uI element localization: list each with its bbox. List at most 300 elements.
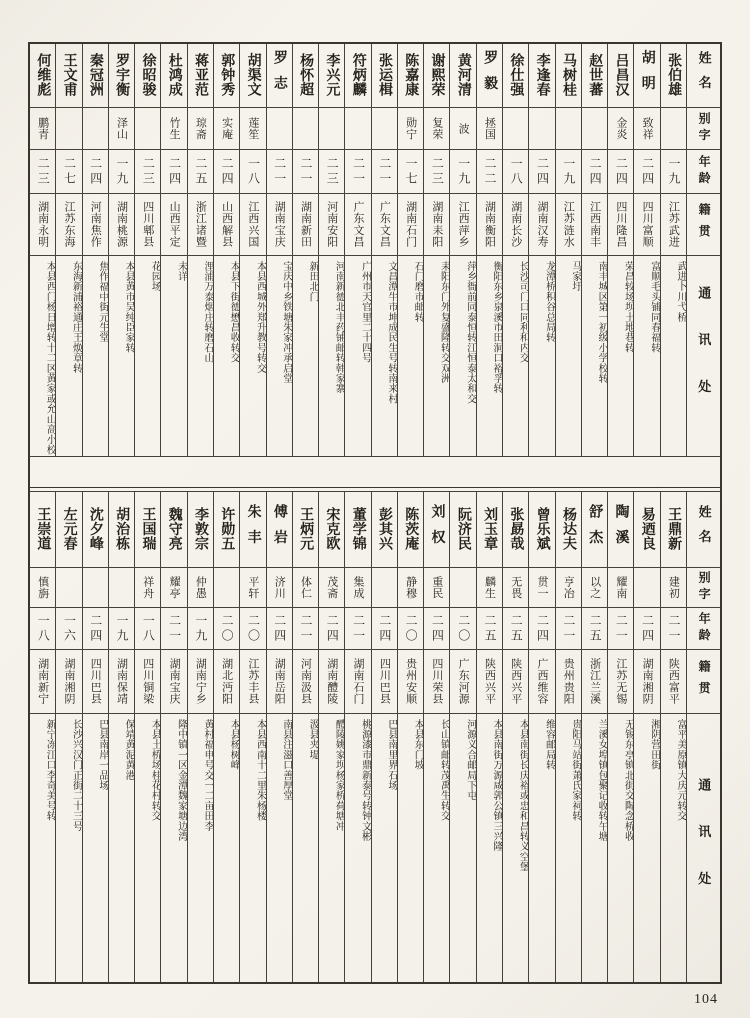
age-value: 一八 [240, 150, 265, 194]
contact-address: 长沙兴汉门正街二十三号 [70, 719, 82, 832]
native-place: 湖南岳阳 [267, 650, 292, 714]
native-place: 广东河源 [450, 650, 475, 714]
courtesy-name: 琼斋 [188, 108, 213, 150]
header-column [686, 44, 720, 456]
person-column [318, 44, 344, 456]
courtesy-name: 以之 [582, 568, 607, 608]
header-age: 年龄 [687, 608, 720, 650]
contact-address: 南县注滋口善厚堂 [280, 719, 292, 801]
native-place: 河南汲县 [293, 650, 318, 714]
native-place: 陕西富平 [661, 650, 686, 714]
header-native-place: 籍贯 [687, 650, 720, 714]
age-value: 二五 [188, 150, 213, 194]
contact-address: 花园场 [149, 261, 161, 292]
person-column [423, 492, 449, 982]
contact-address: 巴县南岸一品场 [96, 719, 108, 791]
courtesy-name: 亨冶 [556, 568, 581, 608]
header-courtesy-name: 别字 [687, 108, 720, 150]
person-column [160, 44, 186, 456]
contact-address: 兰溪女埠镇包聚记收转午塘 [596, 719, 608, 842]
native-place: 湖南衡阳 [477, 194, 502, 256]
native-place: 山西解县 [214, 194, 239, 256]
roster-table-top [30, 44, 720, 456]
person-column [292, 492, 318, 982]
contact-address: 焦作福中街元生堂 [96, 261, 108, 343]
person-column [239, 44, 265, 456]
person-name: 张运楫 [372, 44, 397, 108]
native-place: 湖南新宁 [30, 650, 55, 714]
person-name: 罗宇衡 [109, 44, 134, 108]
person-name: 王炳元 [293, 492, 318, 568]
courtesy-name [556, 108, 581, 150]
native-place: 四川铜梁 [135, 650, 160, 714]
age-value: 二四 [161, 150, 186, 194]
page-number: 104 [694, 992, 718, 1007]
person-name: 易迺良 [634, 492, 659, 568]
person-name: 张勗哉 [503, 492, 528, 568]
courtesy-name [345, 108, 370, 150]
person-name: 王鼎新 [661, 492, 686, 568]
age-value: 二一 [608, 608, 633, 650]
age-value: 一九 [188, 608, 213, 650]
person-column [476, 492, 502, 982]
person-column [476, 44, 502, 456]
courtesy-name [634, 568, 659, 608]
person-name: 宋克欧 [319, 492, 344, 568]
contact-address: 南丰城区第一初级小学校转 [596, 261, 608, 384]
courtesy-name [135, 108, 160, 150]
person-column [423, 44, 449, 456]
age-value: 二一 [556, 608, 581, 650]
native-place: 湖南保靖 [109, 650, 134, 714]
header-age: 年龄 [687, 150, 720, 194]
courtesy-name: 济川 [267, 568, 292, 608]
contact-address: 本县土桥场桂花村转交 [149, 719, 161, 821]
person-column [82, 492, 108, 982]
native-place: 河南安阳 [319, 194, 344, 256]
age-value: 一九 [450, 150, 475, 194]
courtesy-name [450, 568, 475, 608]
courtesy-name [83, 568, 108, 608]
person-name: 刘权 [424, 492, 449, 568]
contact-address: 无锡东亭镇北街交陶念桥收 [622, 719, 634, 842]
person-name: 郭钟秀 [214, 44, 239, 108]
contact-address: 龙潭桥积谷总局转 [543, 261, 555, 343]
person-column [633, 44, 659, 456]
age-value: 二四 [634, 608, 659, 650]
person-name: 傅岩 [267, 492, 292, 568]
person-name: 王国瑞 [135, 492, 160, 568]
age-value: 二五 [477, 608, 502, 650]
courtesy-name: 勋宁 [398, 108, 423, 150]
courtesy-name: 致祥 [634, 108, 659, 150]
native-place: 四川富顺 [634, 194, 659, 256]
person-column [160, 492, 186, 982]
courtesy-name: 贯一 [529, 568, 554, 608]
person-column [607, 44, 633, 456]
person-name: 杨达夫 [556, 492, 581, 568]
age-value: 一六 [56, 608, 81, 650]
contact-address: 萍乡衙前同泰恒转江恒泰太和交 [464, 261, 476, 404]
age-value: 二〇 [450, 608, 475, 650]
contact-address: 武进卜川弋桥 [675, 261, 686, 323]
age-value: 二三 [424, 150, 449, 194]
contact-address: 本县南街万源咸郭公镇三兴隆 [491, 719, 503, 852]
courtesy-name [293, 108, 318, 150]
courtesy-name [319, 108, 344, 150]
person-column [292, 44, 318, 456]
age-value: 二四 [608, 150, 633, 194]
header-column [686, 492, 720, 982]
contact-address: 未详 [175, 261, 187, 282]
courtesy-name: 拯国 [477, 108, 502, 150]
contact-address: 耒阳东门外复盛隆转交双洲 [438, 261, 450, 384]
courtesy-name: 体仁 [293, 568, 318, 608]
courtesy-name [214, 568, 239, 608]
native-place: 广东文昌 [345, 194, 370, 256]
courtesy-name: 波 [450, 108, 475, 150]
courtesy-name: 慎旃 [30, 568, 55, 608]
native-place: 广东文昌 [372, 194, 397, 256]
person-name: 朱丰 [240, 492, 265, 568]
contact-address: 浬浦万泰烟庄转磨石山 [201, 261, 213, 363]
native-place: 四川巴县 [372, 650, 397, 714]
native-place: 湖南桃源 [109, 194, 134, 256]
person-name: 徐昭骏 [135, 44, 160, 108]
contact-address: 衡阳东乡泉溪市田洞口裕孚转 [491, 261, 503, 394]
person-name: 杜鸿成 [161, 44, 186, 108]
native-place: 湖南汉寿 [529, 194, 554, 256]
person-column [660, 44, 686, 456]
person-column [266, 492, 292, 982]
person-name: 陶溪 [608, 492, 633, 568]
contact-address: 本县下街德懋昌收转交 [228, 261, 240, 363]
courtesy-name: 重民 [424, 568, 449, 608]
contact-address: 本县南街长庆裕或忠和昌转义空堡 [517, 719, 529, 872]
contact-address: 富平美原镇大庆元转交 [675, 719, 686, 821]
person-column [449, 492, 475, 982]
person-column [108, 44, 134, 456]
age-value: 一七 [398, 150, 423, 194]
person-column [528, 492, 554, 982]
native-place: 江苏无锡 [608, 650, 633, 714]
person-column [82, 44, 108, 456]
contact-address: 湘阴营田街 [648, 719, 660, 770]
contact-address: 巴县南里界石场 [385, 719, 397, 791]
person-name: 李兴元 [319, 44, 344, 108]
native-place: 湖南石门 [345, 650, 370, 714]
person-name: 王崇道 [30, 492, 55, 568]
person-name: 舒杰 [582, 492, 607, 568]
person-name: 沈夕峰 [83, 492, 108, 568]
person-name: 吕昌汉 [608, 44, 633, 108]
native-place: 贵州安顺 [398, 650, 423, 714]
native-place: 湖南宁乡 [188, 650, 213, 714]
age-value: 二二 [477, 150, 502, 194]
person-name: 赵世蕃 [582, 44, 607, 108]
native-place: 江西兴国 [240, 194, 265, 256]
person-name: 符炳麟 [345, 44, 370, 108]
native-place: 湖南湘阴 [56, 650, 81, 714]
person-column [633, 492, 659, 982]
contact-address: 维容邮局转 [543, 719, 555, 770]
contact-address: 石门磨市邮转 [412, 261, 424, 323]
age-value: 一八 [30, 608, 55, 650]
age-value: 二四 [582, 150, 607, 194]
courtesy-name [661, 108, 686, 150]
person-name: 陈嘉康 [398, 44, 423, 108]
native-place: 江西萍乡 [450, 194, 475, 256]
person-column [607, 492, 633, 982]
courtesy-name: 茂斋 [319, 568, 344, 608]
person-column [397, 492, 423, 982]
age-value: 二三 [319, 150, 344, 194]
courtesy-name: 静穆 [398, 568, 423, 608]
age-value: 二〇 [398, 608, 423, 650]
age-value: 二一 [267, 150, 292, 194]
contact-address: 贵阳马站街萧氏家祠转 [569, 719, 581, 821]
native-place: 湖南新田 [293, 194, 318, 256]
person-name: 杨怀超 [293, 44, 318, 108]
contact-address: 本县西门杨日增转十二区黄家或允山高小校 [44, 261, 56, 455]
person-name: 何维彪 [30, 44, 55, 108]
native-place: 江苏丰县 [240, 650, 265, 714]
courtesy-name: 耀南 [608, 568, 633, 608]
person-name: 蒋亚范 [188, 44, 213, 108]
courtesy-name: 金炎 [608, 108, 633, 150]
age-value: 二一 [293, 150, 318, 194]
native-place: 江西南丰 [582, 194, 607, 256]
roster-table-bottom [30, 491, 720, 982]
person-column [318, 492, 344, 982]
contact-address: 荣昌较场坝土地巷转 [622, 261, 634, 353]
person-name: 黄河清 [450, 44, 475, 108]
contact-address: 本县西城外郑升教号转交 [254, 261, 266, 374]
person-column [502, 44, 528, 456]
person-column [502, 492, 528, 982]
contact-address: 河源义合邮局下屯 [464, 719, 476, 801]
age-value: 二一 [372, 150, 397, 194]
native-place: 陕西兴平 [477, 650, 502, 714]
person-column [397, 44, 423, 456]
native-place: 广西维容 [529, 650, 554, 714]
contact-address: 宝庆中乡铁塘朱家冲承启堂 [280, 261, 292, 384]
native-place: 湖北沔阳 [214, 650, 239, 714]
person-name: 马树桂 [556, 44, 581, 108]
age-value: 二四 [372, 608, 397, 650]
courtesy-name: 平轩 [240, 568, 265, 608]
age-value: 一九 [109, 150, 134, 194]
courtesy-name: 莲笙 [240, 108, 265, 150]
age-value: 一九 [661, 150, 686, 194]
courtesy-name: 泽山 [109, 108, 134, 150]
native-place: 浙江兰溪 [582, 650, 607, 714]
courtesy-name [56, 108, 81, 150]
person-column [528, 44, 554, 456]
native-place: 湖南醴陵 [319, 650, 344, 714]
person-column [55, 492, 81, 982]
age-value: 一九 [109, 608, 134, 650]
person-column [266, 44, 292, 456]
age-value: 二一 [293, 608, 318, 650]
courtesy-name: 复荣 [424, 108, 449, 150]
courtesy-name [503, 108, 528, 150]
person-column [581, 44, 607, 456]
native-place: 四川巴县 [83, 650, 108, 714]
native-place: 四川郫县 [135, 194, 160, 256]
contact-address: 本县东门坡 [412, 719, 424, 770]
courtesy-name [267, 108, 292, 150]
person-column [344, 44, 370, 456]
table-divider-band [30, 456, 720, 488]
age-value: 二四 [214, 150, 239, 194]
header-courtesy-name: 别字 [687, 568, 720, 608]
courtesy-name: 无畏 [503, 568, 528, 608]
courtesy-name: 集成 [345, 568, 370, 608]
courtesy-name [372, 108, 397, 150]
native-place: 四川隆昌 [608, 194, 633, 256]
person-column [371, 492, 397, 982]
native-place: 湖南石门 [398, 194, 423, 256]
age-value: 二一 [345, 150, 370, 194]
age-value: 二四 [529, 608, 554, 650]
native-place: 四川荣县 [424, 650, 449, 714]
person-column [555, 492, 581, 982]
person-name: 李敦宗 [188, 492, 213, 568]
age-value: 二一 [661, 608, 686, 650]
person-name: 胡明 [634, 44, 659, 108]
courtesy-name: 实庵 [214, 108, 239, 150]
native-place: 湖南湘阴 [634, 650, 659, 714]
native-place: 湖南耒阳 [424, 194, 449, 256]
native-place: 陕西兴平 [503, 650, 528, 714]
age-value: 二一 [345, 608, 370, 650]
age-value: 一八 [135, 608, 160, 650]
person-column [581, 492, 607, 982]
person-column [239, 492, 265, 982]
header-native-place: 籍贯 [687, 194, 720, 256]
age-value: 二四 [267, 608, 292, 650]
native-place: 湖南宝庆 [267, 194, 292, 256]
person-name: 李逢春 [529, 44, 554, 108]
person-column [187, 492, 213, 982]
native-place: 江苏东海 [56, 194, 81, 256]
native-place: 河南焦作 [83, 194, 108, 256]
courtesy-name [109, 568, 134, 608]
person-column [30, 492, 55, 982]
contact-address: 本县西南十二里朱杨楼 [254, 719, 266, 821]
age-value: 二五 [503, 608, 528, 650]
person-name: 罗毅 [477, 44, 502, 108]
person-name: 王文甫 [56, 44, 81, 108]
native-place: 湖南宝庆 [161, 650, 186, 714]
courtesy-name: 耀亭 [161, 568, 186, 608]
courtesy-name [529, 108, 554, 150]
age-value: 二四 [634, 150, 659, 194]
person-name: 刘玉章 [477, 492, 502, 568]
age-value: 二四 [83, 608, 108, 650]
age-value: 二一 [161, 608, 186, 650]
contact-address: 东海新浦裕通庄王焕章转 [70, 261, 82, 374]
native-place: 江苏涟水 [556, 194, 581, 256]
person-name: 胡治栋 [109, 492, 134, 568]
person-name: 罗志 [267, 44, 292, 108]
native-place: 湖南永明 [30, 194, 55, 256]
contact-address: 保靖黄泥黄港 [123, 719, 135, 781]
person-name: 许勋五 [214, 492, 239, 568]
courtesy-name [582, 108, 607, 150]
person-name: 陈茨庵 [398, 492, 423, 568]
age-value: 二〇 [240, 608, 265, 650]
age-value: 二四 [529, 150, 554, 194]
contact-address: 黄村福申号交一二亩田李 [201, 719, 213, 832]
courtesy-name [56, 568, 81, 608]
contact-address: 汲县夹堤 [307, 719, 319, 760]
age-value: 二三 [135, 150, 160, 194]
person-name: 张伯雄 [661, 44, 686, 108]
person-name: 左元春 [56, 492, 81, 568]
courtesy-name: 鹏青 [30, 108, 55, 150]
person-column [134, 492, 160, 982]
contact-address: 富顺毛头铺同春福转 [648, 261, 660, 353]
courtesy-name: 麟生 [477, 568, 502, 608]
courtesy-name [372, 568, 397, 608]
courtesy-name: 竹生 [161, 108, 186, 150]
person-name: 董学锦 [345, 492, 370, 568]
person-name: 彭其兴 [372, 492, 397, 568]
person-column [213, 492, 239, 982]
age-value: 一八 [503, 150, 528, 194]
contact-address: 马家圩 [569, 261, 581, 292]
age-value: 二四 [424, 608, 449, 650]
native-place: 江苏武进 [661, 194, 686, 256]
contact-address: 醴陵姚家坝杨家桥荷塘冲 [333, 719, 345, 832]
person-column [108, 492, 134, 982]
age-value: 二四 [319, 608, 344, 650]
person-name: 徐仕强 [503, 44, 528, 108]
courtesy-name: 建初 [661, 568, 686, 608]
person-name: 谢熙荣 [424, 44, 449, 108]
age-value: 二三 [30, 150, 55, 194]
contact-address: 河南新德北丰药铺邮转韩家寨 [333, 261, 345, 394]
person-column [344, 492, 370, 982]
contact-address: 新宁冻江口李奇美号转 [44, 719, 56, 821]
header-name: 姓名 [687, 492, 720, 568]
contact-address: 长山镇邮转茂禹生转交 [438, 719, 450, 821]
courtesy-name: 仲愚 [188, 568, 213, 608]
age-value: 二七 [56, 150, 81, 194]
person-column [555, 44, 581, 456]
person-column [187, 44, 213, 456]
person-name: 胡渠文 [240, 44, 265, 108]
person-name: 秦冠洲 [83, 44, 108, 108]
header-contact-address: 通讯处 [696, 777, 712, 919]
contact-address: 新田北门 [307, 261, 319, 302]
person-column [55, 44, 81, 456]
courtesy-name: 祥舟 [135, 568, 160, 608]
person-column [30, 44, 55, 456]
age-value: 二五 [582, 608, 607, 650]
person-column [213, 44, 239, 456]
contact-address: 本县黄市吴纯臣家转 [123, 261, 135, 353]
person-name: 魏守亮 [161, 492, 186, 568]
header-name: 姓名 [687, 44, 720, 108]
person-name: 曾乐斌 [529, 492, 554, 568]
person-column [134, 44, 160, 456]
person-column [449, 44, 475, 456]
native-place: 山西平定 [161, 194, 186, 256]
contact-address: 长沙司门口同利和内交 [517, 261, 529, 363]
